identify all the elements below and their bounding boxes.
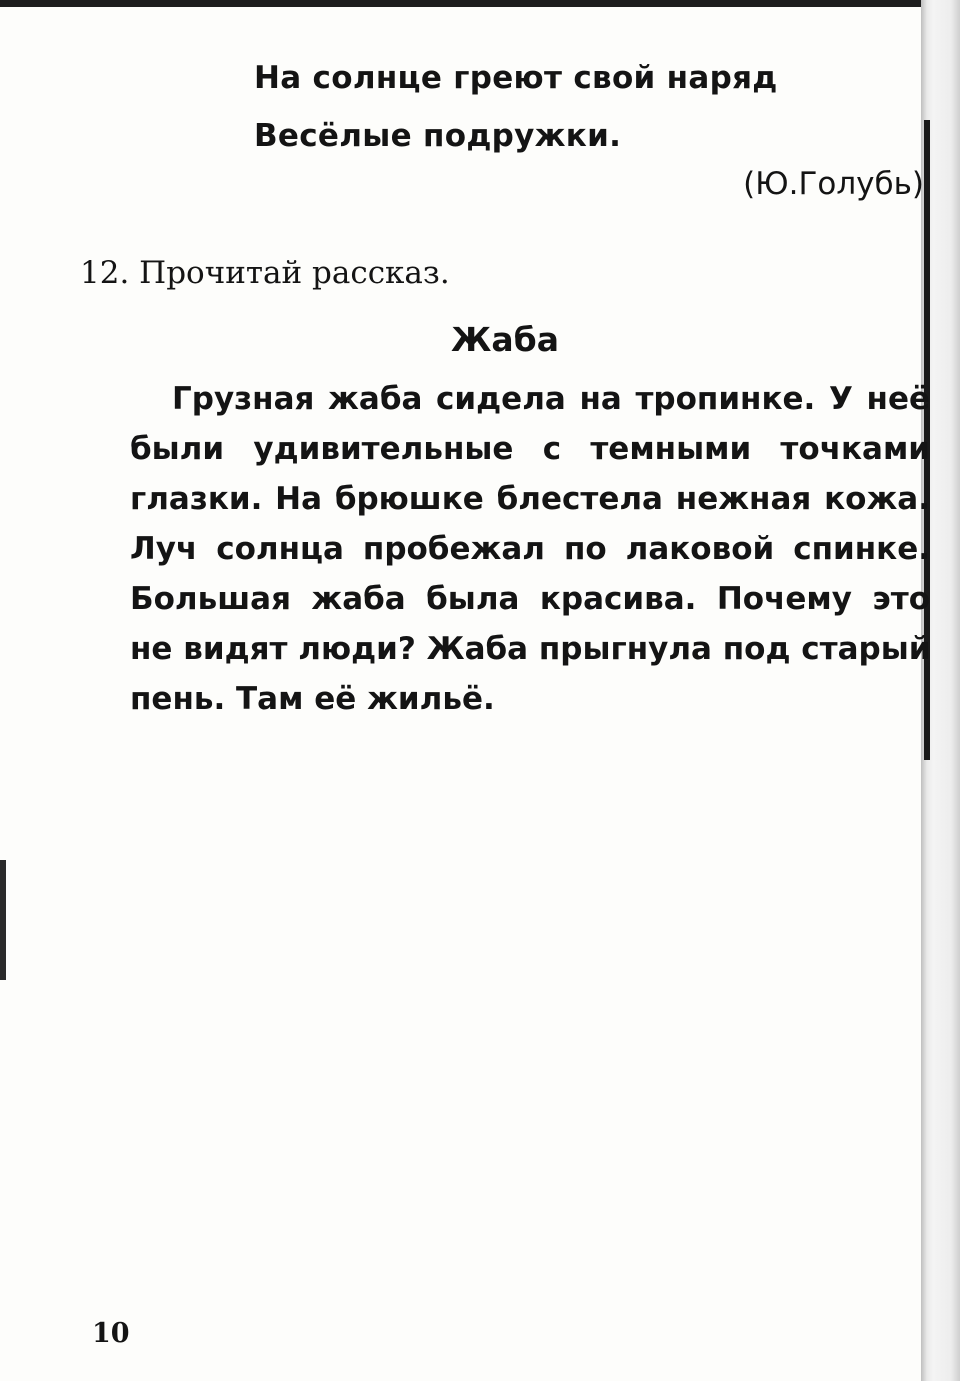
story-line: глазки. На брюшке блестела нежная кожа. (130, 481, 930, 517)
page-number: 10 (92, 1318, 130, 1349)
story-text (130, 374, 930, 724)
story-title: Жаба (451, 320, 559, 359)
story-line: Большая жаба была красива. Почему это (130, 581, 930, 617)
story-line: не видят люди? Жаба прыгнула под старый (130, 631, 931, 667)
poem-line: На солнце греют свой наряд (254, 60, 778, 96)
scan-edge-top (0, 0, 960, 7)
poem-line: Весёлые подружки. (254, 118, 622, 154)
poem-author: (Ю.Голубь) (743, 166, 924, 202)
task-instruction: 12. Прочитай рассказ. (80, 255, 450, 291)
story-line: пень. Там её жильё. (130, 681, 495, 717)
story-line: Грузная жаба сидела на тропинке. У неё (172, 381, 930, 417)
story-line: Луч солнца пробежал по лаковой спинке. (130, 531, 930, 567)
story-line: были удивительные с темными точками (130, 431, 930, 467)
scan-edge-left (0, 860, 6, 980)
